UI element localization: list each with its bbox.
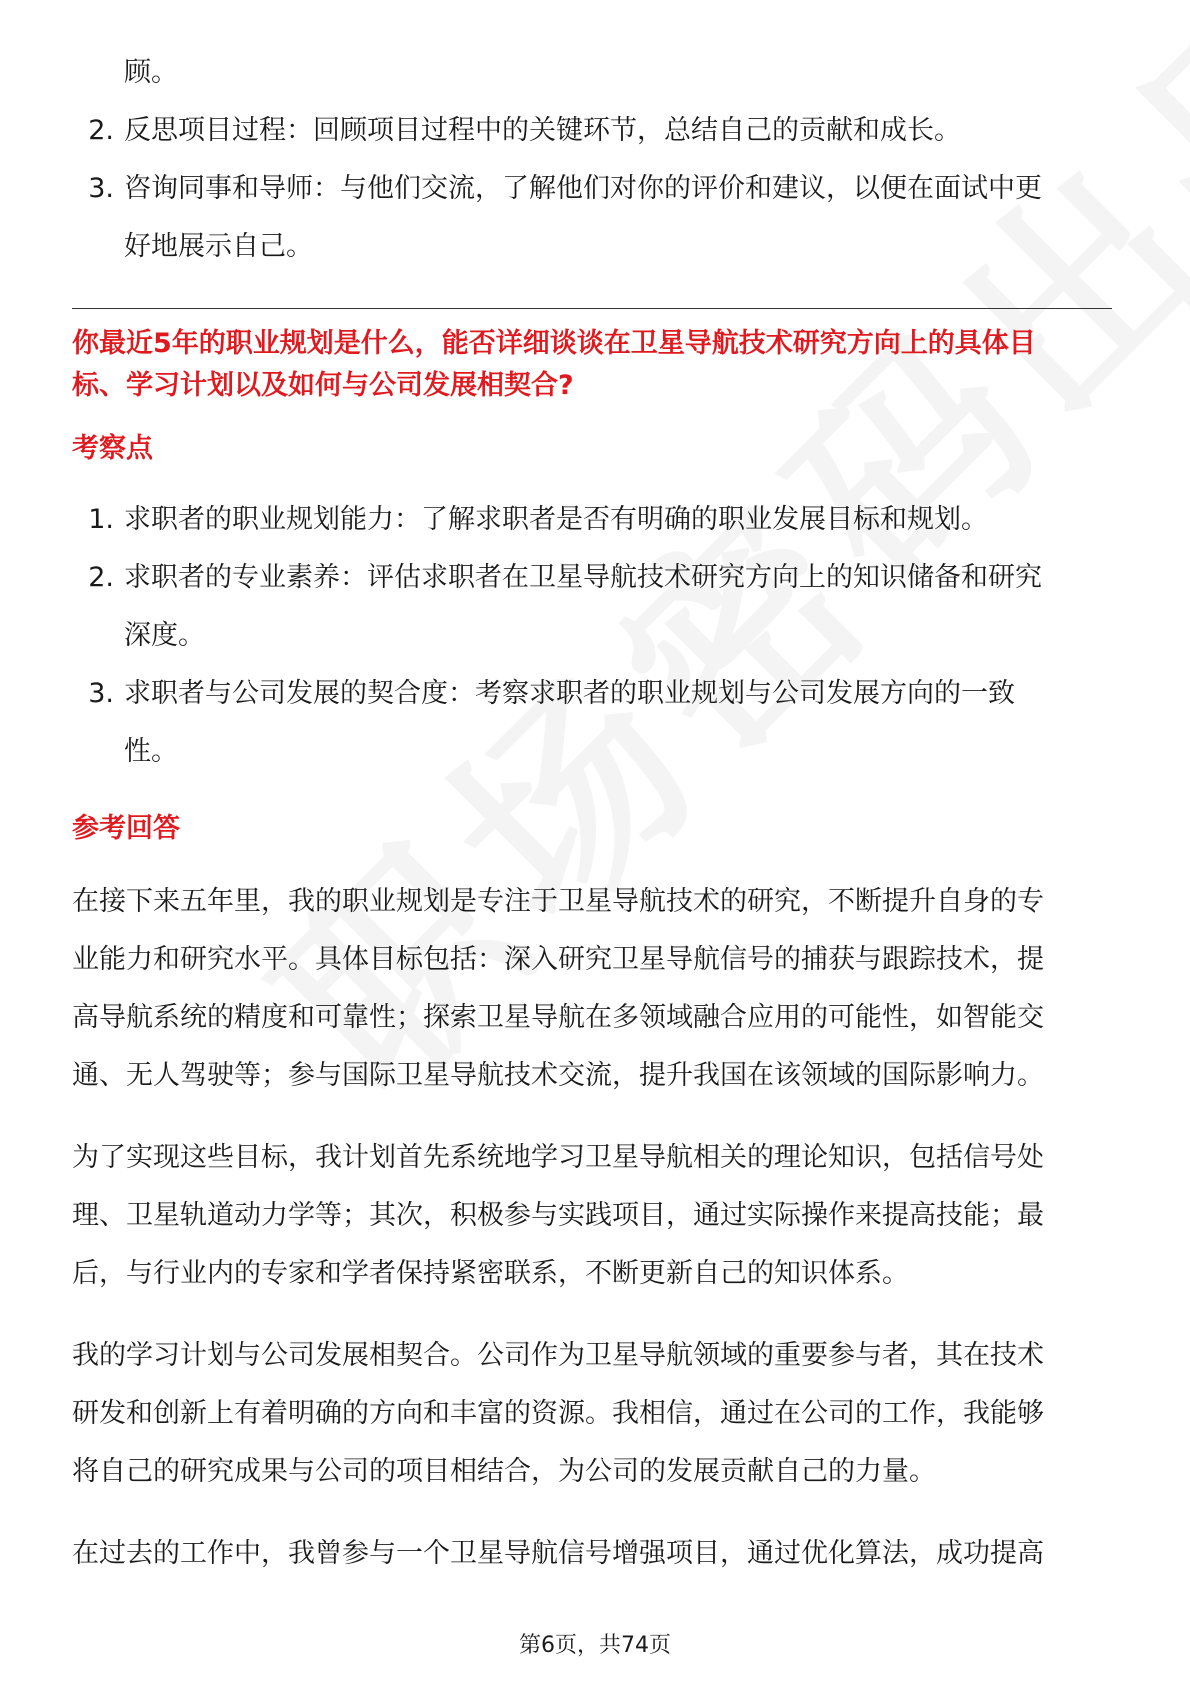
paragraph-line: 后，与行业内的专家和学者保持紧密联系，不断更新自己的知识体系。 — [72, 1258, 909, 1289]
continued-fragment: 顾。 — [124, 57, 178, 88]
page-content — [72, 44, 1112, 1583]
list-item — [72, 160, 1112, 218]
list-item — [72, 491, 1112, 549]
previous-list — [72, 102, 1112, 276]
paragraph-line: 业能力和研究水平。具体目标包括：深入研究卫星导航信号的捕获与跟踪技术，提 — [72, 944, 1044, 975]
answer-paragraph — [72, 873, 1112, 1105]
answer-paragraph — [72, 1327, 1112, 1501]
paragraph-line: 高导航系统的精度和可靠性；探索卫星导航在多领域融合应用的可能性，如智能交 — [72, 1002, 1044, 1033]
list-text-continued: 性。 — [124, 736, 178, 767]
list-item — [72, 549, 1112, 607]
list-number: 3. — [88, 173, 114, 204]
list-text: 求职者的职业规划能力：了解求职者是否有明确的职业发展目标和规划。 — [124, 504, 988, 535]
list-text: 咨询同事和导师：与他们交流，了解他们对你的评价和建议，以便在面试中更 — [124, 173, 1042, 204]
answer-paragraph — [72, 1525, 1112, 1583]
list-text: 求职者与公司发展的契合度：考察求职者的职业规划与公司发展方向的一致 — [124, 678, 1015, 709]
list-number: 3. — [88, 678, 114, 709]
list-number: 2. — [88, 115, 114, 146]
page-footer: 第6页，共74页 — [519, 1633, 671, 1658]
list-number: 1. — [88, 504, 114, 535]
section-divider — [72, 308, 1112, 309]
focus-list — [72, 491, 1112, 781]
list-text-continued: 好地展示自己。 — [124, 231, 313, 262]
paragraph-line: 我的学习计划与公司发展相契合。公司作为卫星导航领域的重要参与者，其在技术 — [72, 1340, 1044, 1371]
answer-paragraph — [72, 1129, 1112, 1303]
paragraph-line: 为了实现这些目标，我计划首先系统地学习卫星导航相关的理论知识，包括信号处 — [72, 1142, 1044, 1173]
list-item — [72, 665, 1112, 723]
list-number: 2. — [88, 562, 114, 593]
paragraph-line: 在接下来五年里，我的职业规划是专注于卫星导航技术的研究，不断提升自身的专 — [72, 886, 1044, 917]
list-text: 求职者的专业素养：评估求职者在卫星导航技术研究方向上的知识储备和研究 — [124, 562, 1042, 593]
question-line: 你最近5年的职业规划是什么，能否详细谈谈在卫星导航技术研究方向上的具体目 — [72, 328, 1036, 359]
paragraph-line: 研发和创新上有着明确的方向和丰富的资源。我相信，通过在公司的工作，我能够 — [72, 1398, 1044, 1429]
focus-heading: 考察点 — [72, 433, 153, 464]
list-text: 反思项目过程：回顾项目过程中的关键环节，总结自己的贡献和成长。 — [124, 115, 961, 146]
paragraph-line: 理、卫星轨道动力学等；其次，积极参与实践项目，通过实际操作来提高技能；最 — [72, 1200, 1044, 1231]
answer-heading: 参考回答 — [72, 813, 180, 844]
paragraph-line: 在过去的工作中，我曾参与一个卫星导航信号增强项目，通过优化算法，成功提高 — [72, 1538, 1044, 1569]
question-line: 标、学习计划以及如何与公司发展相契合? — [72, 370, 574, 401]
list-text-continued: 深度。 — [124, 620, 205, 651]
paragraph-line: 将自己的研究成果与公司的项目相结合，为公司的发展贡献自己的力量。 — [72, 1456, 936, 1487]
list-item — [72, 102, 1112, 160]
question-title — [72, 323, 1112, 407]
paragraph-line: 通、无人驾驶等；参与国际卫星导航技术交流，提升我国在该领域的国际影响力。 — [72, 1060, 1044, 1091]
